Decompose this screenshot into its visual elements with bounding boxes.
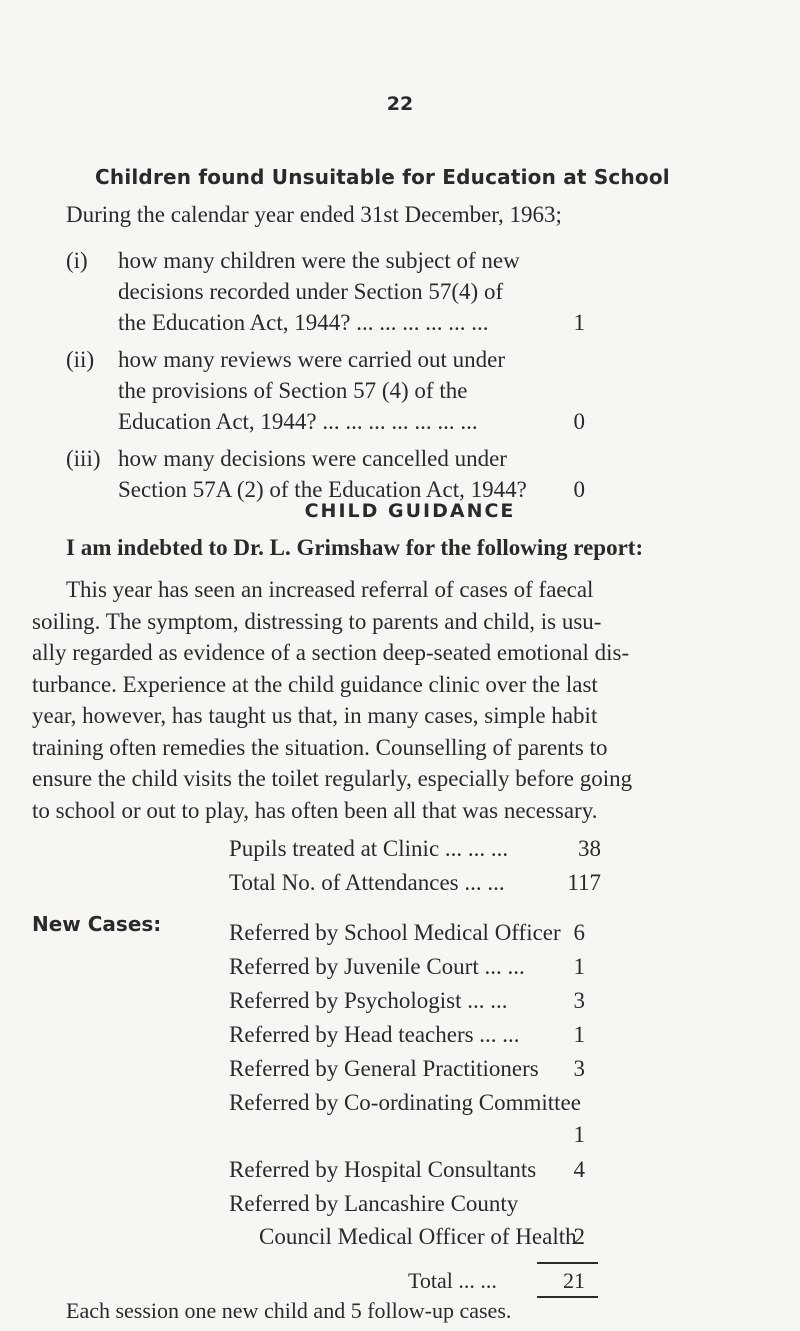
referral-value: 4 [573,1157,585,1182]
question-value: 0 [573,477,585,502]
question-item [66,344,585,437]
referral-label: Referred by Hospital Consultants [229,1157,537,1182]
referral-label: Referred by School Medical Officer [229,920,561,945]
referral-value: 1 [573,954,585,979]
section-heading: Children found Unsuitable for Education at School [95,165,670,189]
question-item [66,443,585,505]
paragraph-line: soiling. The symptom, distressing to parents and child, is usu- [32,608,602,634]
question-line: the Education Act, 1944? ... ... ... ... ... ... [118,310,489,335]
stat-label: Pupils treated at Clinic ... ... ... [229,836,509,861]
referral-value: 6 [573,920,585,945]
question-line: how many reviews were carried out under [118,347,506,372]
footer-note: Each session one new child and 5 follow-up cases. [66,1298,512,1323]
question-item [66,245,585,338]
question-value: 0 [573,409,585,434]
report-lead: I am indebted to Dr. L. Grimshaw for the following report: [66,535,644,560]
page-number: 22 [386,93,414,115]
intro-line: During the calendar year ended 31st December, 1963; [66,202,562,227]
referral-value: 3 [573,988,585,1013]
referral-label: Referred by Co-ordinating Committee [229,1090,581,1115]
paragraph-line: This year has seen an increased referral of cases of faecal [66,577,594,602]
paragraph-line: year, however, has taught us that, in many cases, simple habit [32,703,598,728]
question-line: Education Act, 1944? ... ... ... ... ... ... ... [118,409,478,434]
paragraph-line: to school or out to play, has often been all that was necessary. [32,797,598,823]
referral-label: Referred by Juvenile Court ... ... [229,954,525,979]
question-line: how many decisions were cancelled under [118,446,507,471]
question-line: decisions recorded under Section 57(4) of [118,279,504,304]
referral-label: Referred by Psychologist ... ... [229,988,508,1013]
referral-label: Referred by Lancashire County [229,1191,519,1216]
total-value: 21 [563,1268,585,1293]
question-line: how many children were the subject of new [118,248,520,273]
referral-value: 2 [573,1224,585,1249]
referral-value: 1 [573,1122,585,1147]
stat-label: Total No. of Attendances ... ... [229,870,505,895]
stat-value: 117 [567,870,601,895]
stat-value: 38 [578,836,601,861]
question-line: the provisions of Section 57 (4) of the [118,378,468,403]
referral-value: 1 [573,1022,585,1047]
question-number: (i) [66,248,88,273]
referral-value: 3 [573,1056,585,1081]
referral-label-continued: Council Medical Officer of Health [259,1224,577,1249]
question-number: (ii) [66,347,95,372]
question-value: 1 [573,310,585,335]
report-paragraph [32,574,772,826]
total-label: Total ... ... [408,1268,497,1293]
paragraph-line: ally regarded as evidence of a section deep-seated emotional dis- [32,640,630,665]
paragraph-line: training often remedies the situation. Counselling of parents to [32,734,608,760]
total-rule-bottom [537,1296,598,1298]
question-number: (iii) [66,446,101,471]
new-cases-heading: New Cases: [32,912,162,936]
paragraph-line: turbance. Experience at the child guidance clinic over the last [32,671,598,697]
question-line: Section 57A (2) of the Education Act, 1944? [118,477,527,502]
referral-label: Referred by Head teachers ... ... [229,1022,520,1047]
referral-label: Referred by General Practitioners [229,1056,539,1081]
child-guidance-heading: CHILD GUIDANCE [304,500,516,522]
paragraph-line: ensure the child visits the toilet regularly, especially before going [32,766,633,791]
total-rule-top [537,1262,598,1264]
